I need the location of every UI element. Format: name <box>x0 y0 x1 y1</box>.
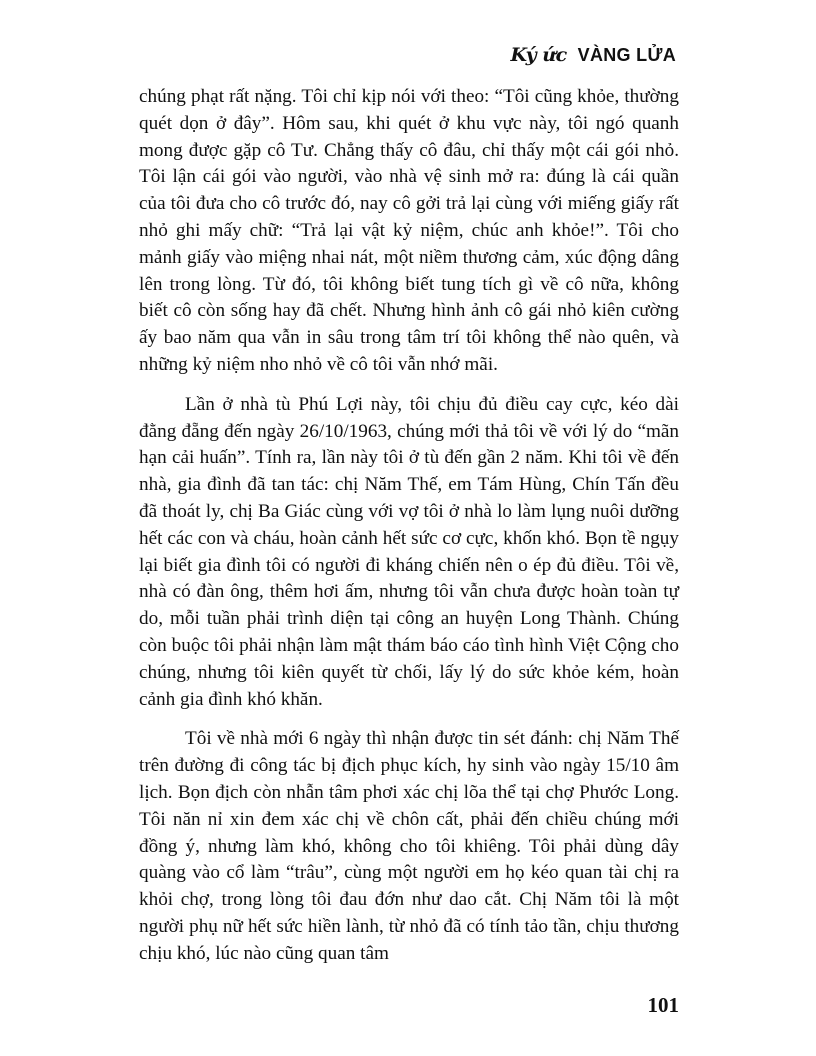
paragraph: chúng phạt rất nặng. Tôi chỉ kịp nói với theo: “Tôi cũng khỏe, thường quét dọn ở đây”. Hôm sau, khi quét ở khu vực này, tôi ngó quanh mong được gặp cô Tư. Chẳng thấy cô đâu, chỉ thấy một cái gói nhỏ. Tôi lận cái gói vào người, vào nhà vệ sinh mở ra: đúng là cái quần của tôi đưa cho cô trước đó, nay cô gởi trả lại cùng với miếng giấy rất nhỏ ghi mấy chữ: “Trả lại vật kỷ niệm, chúc anh khỏe!”. Tôi cho mảnh giấy vào miệng nhai nát, một niềm thương cảm, xúc động dâng lên trong lòng. Từ đó, tôi không biết tung tích gì về cô nữa, không biết cô còn sống hay đã chết. Nhưng hình ảnh cô gái nhỏ kiên cường ấy bao năm qua vẫn in sâu trong tâm trí tôi không thể nào quên, và những kỷ niệm nho nhỏ về cô tôi vẫn nhớ mãi. <box>139 86 679 375</box>
paragraph: Tôi về nhà mới 6 ngày thì nhận được tin sét đánh: chị Năm Thế trên đường đi công tác bị địch phục kích, hy sinh vào ngày 15/10 âm lịch. Bọn địch còn nhẫn tâm phơi xác chị lõa thể tại chợ Phước Long. Tôi năn nỉ xin đem xác chị về chôn cất, phải đến chiều chúng mới đồng ý, nhưng làm khó, không cho tôi khiêng. Tôi phải dùng dây quàng vào cổ làm “trâu”, cùng một người em họ kéo quan tài chị ra khỏi chợ, trong lòng tôi đau đớn như dao cắt. Chị Năm tôi là một người phụ nữ hết sức hiền lành, từ nhỏ đã có tính tảo tần, chịu thương chịu khó, lúc nào cũng quan tâm <box>139 728 679 964</box>
book-title-caps: VÀNG LỬA <box>577 45 676 65</box>
page-number: 101 <box>647 993 679 1017</box>
running-header <box>510 44 676 67</box>
book-title-script: Ký ức <box>510 44 567 66</box>
body-text <box>139 84 679 968</box>
paragraph: Lần ở nhà tù Phú Lợi này, tôi chịu đủ điều cay cực, kéo dài đằng đẵng đến ngày 26/10/1963, chúng mới thả tôi về với lý do “mãn hạn cải huấn”. Tính ra, lần này tôi ở tù đến gần 2 năm. Khi tôi về đến nhà, gia đình đã tan tác: chị Năm Thế, em Tám Hùng, Chín Tấn đều đã thoát ly, chị Ba Giác cùng với vợ tôi ở nhà lo làm lụng nuôi dưỡng hết các con và cháu, hoàn cảnh hết sức cơ cực, khốn khó. Bọn tề ngụy lại biết gia đình tôi có người đi kháng chiến nên o ép đủ điều. Tôi về, nhà có đàn ông, thêm hơi ấm, nhưng tôi vẫn chưa được hoàn toàn tự do, mỗi tuần phải trình diện tại công an huyện Long Thành. Chúng còn buộc tôi phải nhận làm mật thám báo cáo tình hình Việt Cộng cho chúng, nhưng tôi kiên quyết từ chối, lấy lý do sức khỏe kém, hoàn cảnh gia đình khó khăn. <box>139 393 679 710</box>
